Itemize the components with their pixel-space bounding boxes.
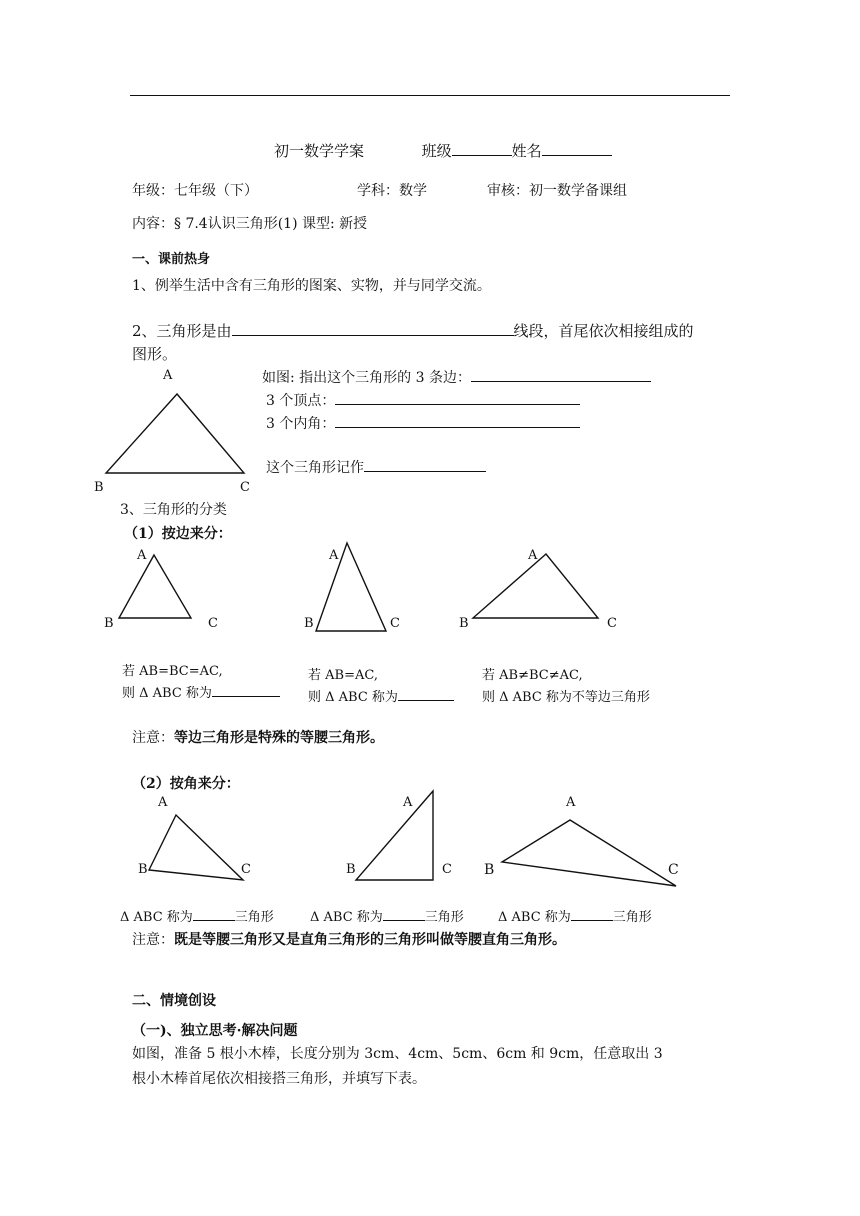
review-text: 审核：初一数学备课组 xyxy=(487,183,627,199)
right-triangle xyxy=(356,791,433,880)
eq-condition-1: 若 AB=BC=AC, xyxy=(122,664,223,679)
section2-subheading: （一)、独立思考·解决问题 xyxy=(132,1023,298,1039)
obtuse-vertex-c: C xyxy=(668,862,679,878)
main-vertex-c: C xyxy=(240,480,250,495)
content-text: 内容：§ 7.4认识三角形(1) 课型: 新授 xyxy=(132,216,368,232)
eq-condition-2: 则 Δ ABC 称为 xyxy=(122,686,212,701)
acute-vertex-b: B xyxy=(138,862,148,877)
right-blank[interactable] xyxy=(383,906,425,921)
right-label-prefix: Δ ABC 称为 xyxy=(310,910,383,925)
note1-prefix: 注意： xyxy=(132,730,174,746)
sca-condition-1: 若 AB≠BC≠AC, xyxy=(482,668,583,683)
note2 xyxy=(132,929,566,949)
sca-vertex-c: C xyxy=(607,616,617,631)
section1-heading: 一、课前热身 xyxy=(132,252,211,267)
section2-para2: 根小木棒首尾依次相接搭三角形，并填写下表。 xyxy=(132,1071,426,1087)
obtuse-label-prefix: Δ ABC 称为 xyxy=(498,910,571,925)
right-label-suffix: 三角形 xyxy=(424,910,464,925)
sca-vertex-b: B xyxy=(459,616,469,631)
acute-triangle xyxy=(149,815,243,880)
acute-vertex-a: A xyxy=(158,795,168,810)
eq-vertex-c: C xyxy=(208,616,218,631)
name-label: 姓名 xyxy=(511,142,542,160)
iso-vertex-c: C xyxy=(390,616,400,631)
main-vertex-b: B xyxy=(94,480,104,495)
iso-vertex-b: B xyxy=(304,616,314,631)
sca-vertex-a: A xyxy=(528,548,538,563)
acute-vertex-c: C xyxy=(241,862,251,877)
acute-label-row xyxy=(120,906,274,925)
obtuse-vertex-b: B xyxy=(484,862,495,878)
item3-text: 3、三角形的分类 xyxy=(120,502,227,518)
fig-prompt: 如图: 指出这个三角形的 3 条边： xyxy=(262,370,471,386)
section2-para1: 如图，准备 5 根小木棒，长度分别为 3cm、4cm、5cm、6cm 和 9cm，任意取出 3 xyxy=(132,1046,663,1062)
grade-text: 年级：七年级（下） xyxy=(132,183,258,199)
item2-cont: 图形。 xyxy=(132,345,178,363)
item2-prefix: 2、三角形是由 xyxy=(132,322,232,340)
note2-prefix: 注意： xyxy=(132,932,174,948)
note1-body: 等边三角形是特殊的等腰三角形。 xyxy=(174,730,384,746)
section2-heading: 二、情境创设 xyxy=(132,993,216,1009)
eq-vertex-a: A xyxy=(137,548,147,563)
acute-blank[interactable] xyxy=(193,906,235,921)
acute-label-prefix: Δ ABC 称为 xyxy=(120,910,193,925)
item2-suffix: 线段，首尾依次相接组成的 xyxy=(513,322,694,340)
by-side-heading: （1）按边来分： xyxy=(124,526,232,542)
obtuse-blank[interactable] xyxy=(571,906,613,921)
right-label-row xyxy=(310,906,464,925)
obtuse-label-suffix: 三角形 xyxy=(612,910,652,925)
iso-condition-1: 若 AB=AC, xyxy=(308,668,378,683)
obtuse-label-row xyxy=(498,906,652,925)
notation-label: 这个三角形记作 xyxy=(266,460,364,476)
obtuse-vertex-a: A xyxy=(566,795,576,810)
acute-label-suffix: 三角形 xyxy=(234,910,274,925)
right-vertex-b: B xyxy=(346,862,356,877)
class-label: 班级 xyxy=(421,142,452,160)
item1-text: 1、例举生活中含有三角形的图案、实物，并与同学交流。 xyxy=(132,278,491,294)
angles-label: 3 个内角： xyxy=(266,416,336,432)
vertices-label: 3 个顶点： xyxy=(266,393,336,409)
iso-condition-2: 则 Δ ABC 称为 xyxy=(308,690,398,705)
by-angle-heading: （2）按角来分： xyxy=(132,776,240,792)
iso-vertex-a: A xyxy=(329,548,339,563)
subject-text: 学科：数学 xyxy=(357,183,427,199)
main-vertex-a: A xyxy=(163,368,173,383)
right-vertex-a: A xyxy=(403,795,413,810)
obtuse-triangle xyxy=(502,820,676,886)
note2-body: 既是等腰三角形又是直角三角形的三角形叫做等腰直角三角形。 xyxy=(174,932,566,948)
sca-condition-2: 则 Δ ABC 称为不等边三角形 xyxy=(482,690,650,705)
eq-vertex-b: B xyxy=(104,616,114,631)
right-vertex-c: C xyxy=(442,862,452,877)
page-title: 初一数学学案 xyxy=(274,142,365,160)
